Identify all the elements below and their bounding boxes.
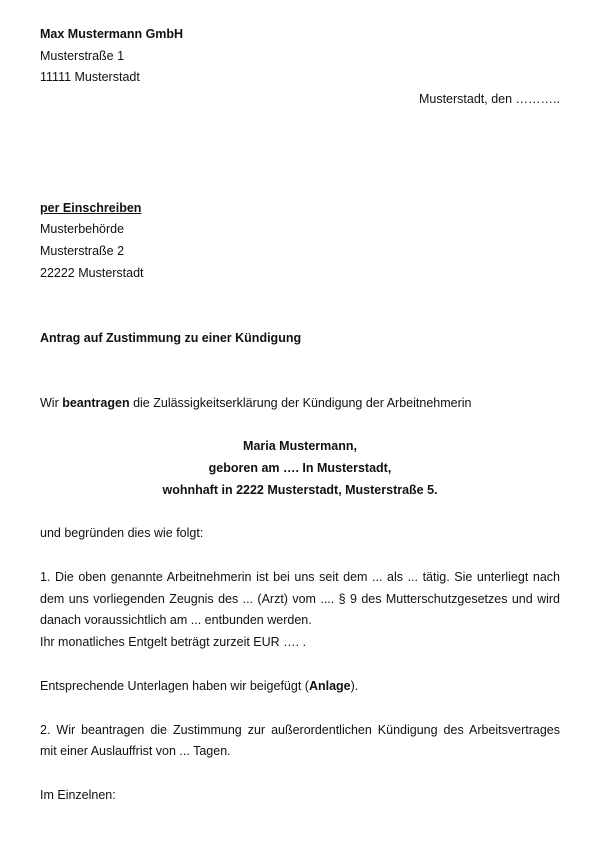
point2-line1: 2. Wir beantragen die Zustimmung zur außerordentlichen Kündigung des Arbeitsvertrages — [40, 723, 560, 737]
sender-company: Max Mustermann GmbH — [40, 27, 184, 41]
recipient-street: Musterstraße 2 — [40, 244, 125, 258]
delivery-note: per Einschreiben — [40, 201, 142, 215]
date-line: Musterstadt, den ……….. — [418, 92, 560, 106]
recipient-name: Musterbehörde — [40, 222, 125, 236]
intro-prefix: Wir — [40, 396, 63, 410]
point1-line3: danach voraussichtlich am ... entbunden werden. — [40, 613, 312, 627]
justification-intro: und begründen dies wie folgt: — [40, 526, 204, 540]
attachments-prefix: Entsprechende Unterlagen haben wir beigefügt ( — [40, 679, 309, 693]
point1-line4: Ihr monatliches Entgelt beträgt zurzeit EUR …. . — [40, 635, 307, 649]
attachments-emphasis: Anlage — [308, 679, 351, 693]
employee-birth: geboren am …. In Musterstadt, — [208, 461, 392, 475]
employee-residence: wohnhaft in 2222 Musterstadt, Musterstraße 5. — [162, 483, 438, 497]
details-heading: Im Einzelnen: — [40, 788, 116, 802]
attachments-suffix: ). — [350, 679, 359, 693]
sender-city: 11111 Musterstadt — [40, 70, 140, 84]
point1-line1: 1. Die oben genannte Arbeitnehmerin ist bei uns seit dem ... als ... tätig. Sie unterliegt nach — [40, 570, 560, 584]
point2-line2: mit einer Auslauffrist von ... Tagen. — [40, 744, 231, 758]
employee-name: Maria Mustermann, — [243, 439, 357, 453]
attachments-paragraph — [40, 678, 560, 694]
intro-paragraph — [40, 395, 560, 411]
sender-street: Musterstraße 1 — [40, 49, 125, 63]
letter-page — [40, 0, 560, 850]
subject-line: Antrag auf Zustimmung zu einer Kündigung — [40, 331, 302, 345]
intro-emphasis: beantragen — [62, 396, 130, 410]
intro-suffix: die Zulässigkeitserklärung der Kündigung der Arbeitnehmerin — [129, 396, 472, 410]
recipient-city: 22222 Musterstadt — [40, 266, 144, 280]
point1-line2: dem uns vorliegenden Zeugnis des ... (Arzt) vom .... § 9 des Mutterschutzgesetzes und wird — [40, 592, 560, 606]
